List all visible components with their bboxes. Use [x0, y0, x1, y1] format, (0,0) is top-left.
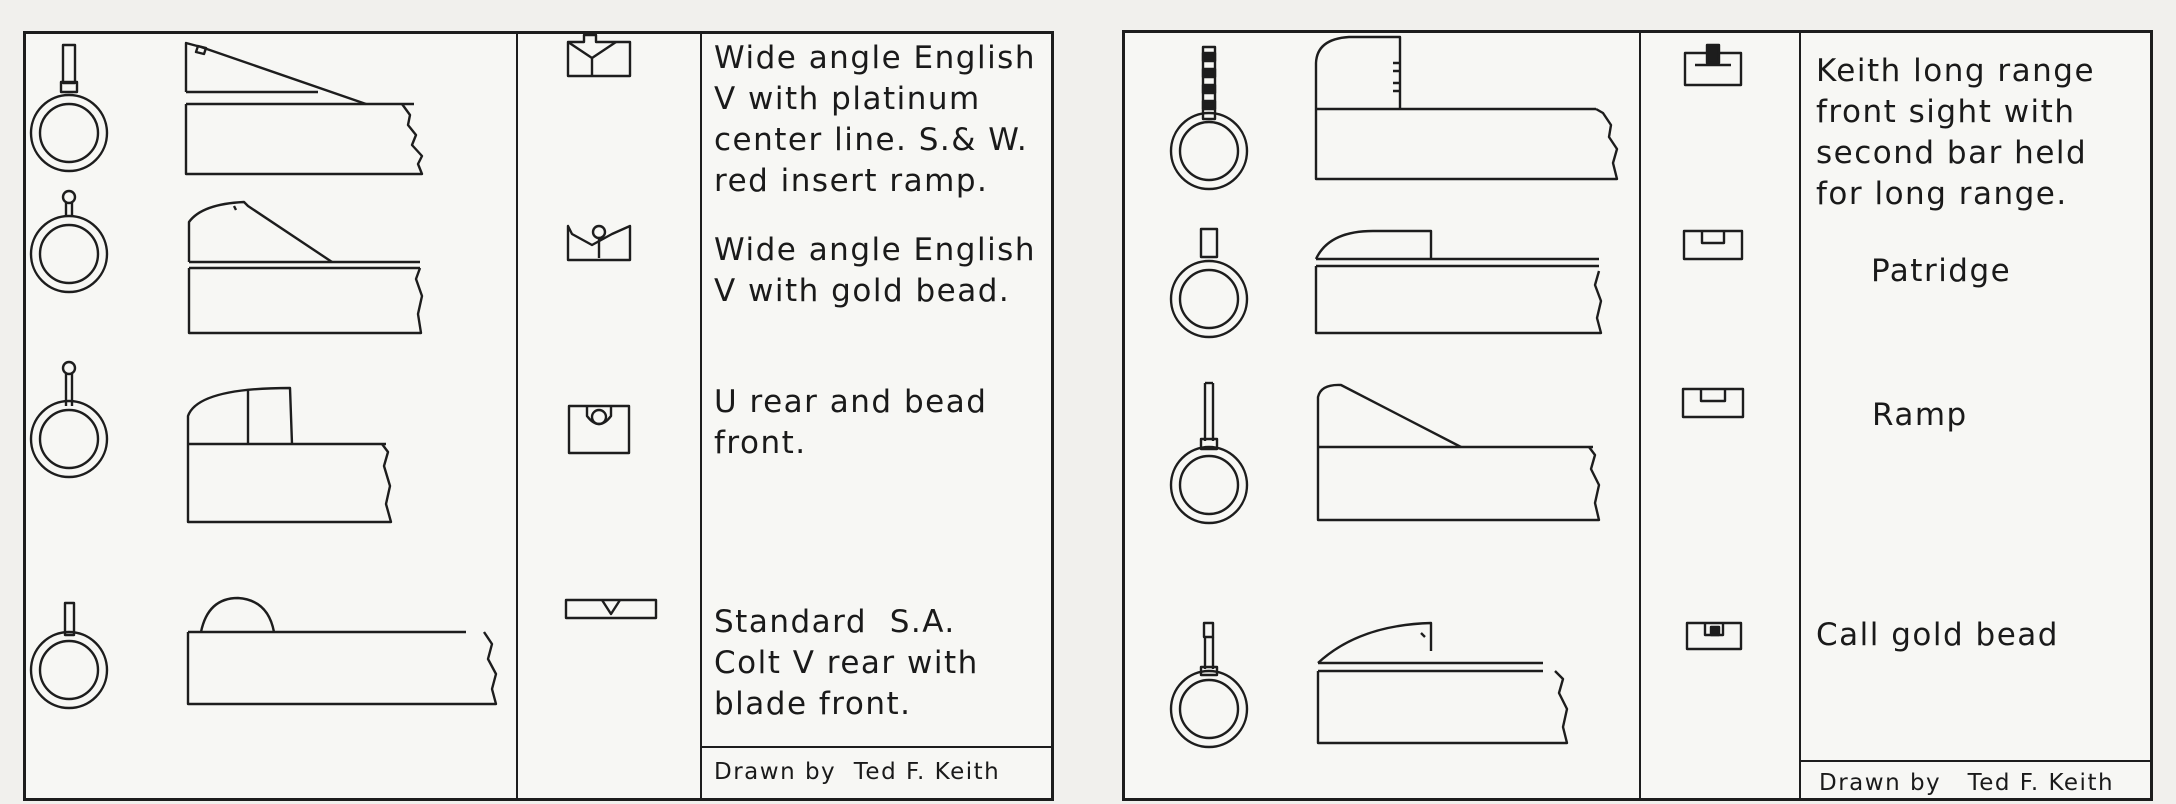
barrel-end-view-icon — [31, 603, 107, 708]
artist-credit: Drawn by Ted F. Keith — [714, 759, 1001, 785]
square-notch-rear-sight-icon — [1684, 231, 1742, 259]
description-u-rear: U rear and bead front. — [714, 384, 988, 461]
ramp-front-sight-side-view — [186, 43, 422, 174]
description-patridge: Patridge — [1871, 253, 2012, 289]
barrel-end-view-icon — [31, 45, 107, 171]
barrel-end-view-icon — [31, 362, 107, 477]
ramp-front-sight-side-view — [1318, 385, 1599, 520]
u-notch-rear-sight-icon — [569, 406, 629, 453]
v-notch-rear-sight-icon — [566, 600, 656, 618]
description-keith-long-range: Keith long range front sight with second bar held for long range. — [1816, 53, 2096, 212]
barrel-end-view-icon — [1171, 623, 1247, 747]
bead-front-sight-side-view — [189, 202, 422, 333]
left-sight-plate — [23, 31, 1054, 801]
gold-bead-front-sight-side-view — [1318, 623, 1567, 743]
barrel-end-view-icon — [1171, 229, 1247, 337]
wide-v-rear-sight-icon — [568, 35, 630, 76]
description-ramp: Ramp — [1872, 397, 1968, 433]
barrel-end-view-icon — [1171, 47, 1247, 189]
wide-v-rear-sight-icon — [568, 226, 630, 260]
barrel-end-view-icon — [31, 191, 107, 292]
bead-rear-sight-icon — [1687, 623, 1741, 649]
bead-front-sight-side-view — [188, 388, 391, 522]
description-colt-v-rear: Standard S.A. Colt V rear with blade front. — [714, 604, 979, 722]
blade-front-sight-side-view — [188, 598, 496, 704]
bar-rear-sight-icon — [1685, 45, 1741, 85]
artist-credit: Drawn by Ted F. Keith — [1819, 770, 2115, 796]
description-gold-bead: Wide angle English V with gold bead. — [714, 232, 1036, 309]
long-range-front-sight-side-view — [1316, 37, 1617, 179]
barrel-end-view-icon — [1171, 383, 1247, 523]
description-call-gold-bead: Call gold bead — [1816, 617, 2059, 653]
description-platinum-line: Wide angle English V with platinum center line. S.& W. red insert ramp. — [714, 40, 1036, 199]
square-notch-rear-sight-icon — [1683, 389, 1743, 417]
patridge-front-sight-side-view — [1316, 231, 1601, 333]
right-sight-plate — [1122, 30, 2153, 801]
